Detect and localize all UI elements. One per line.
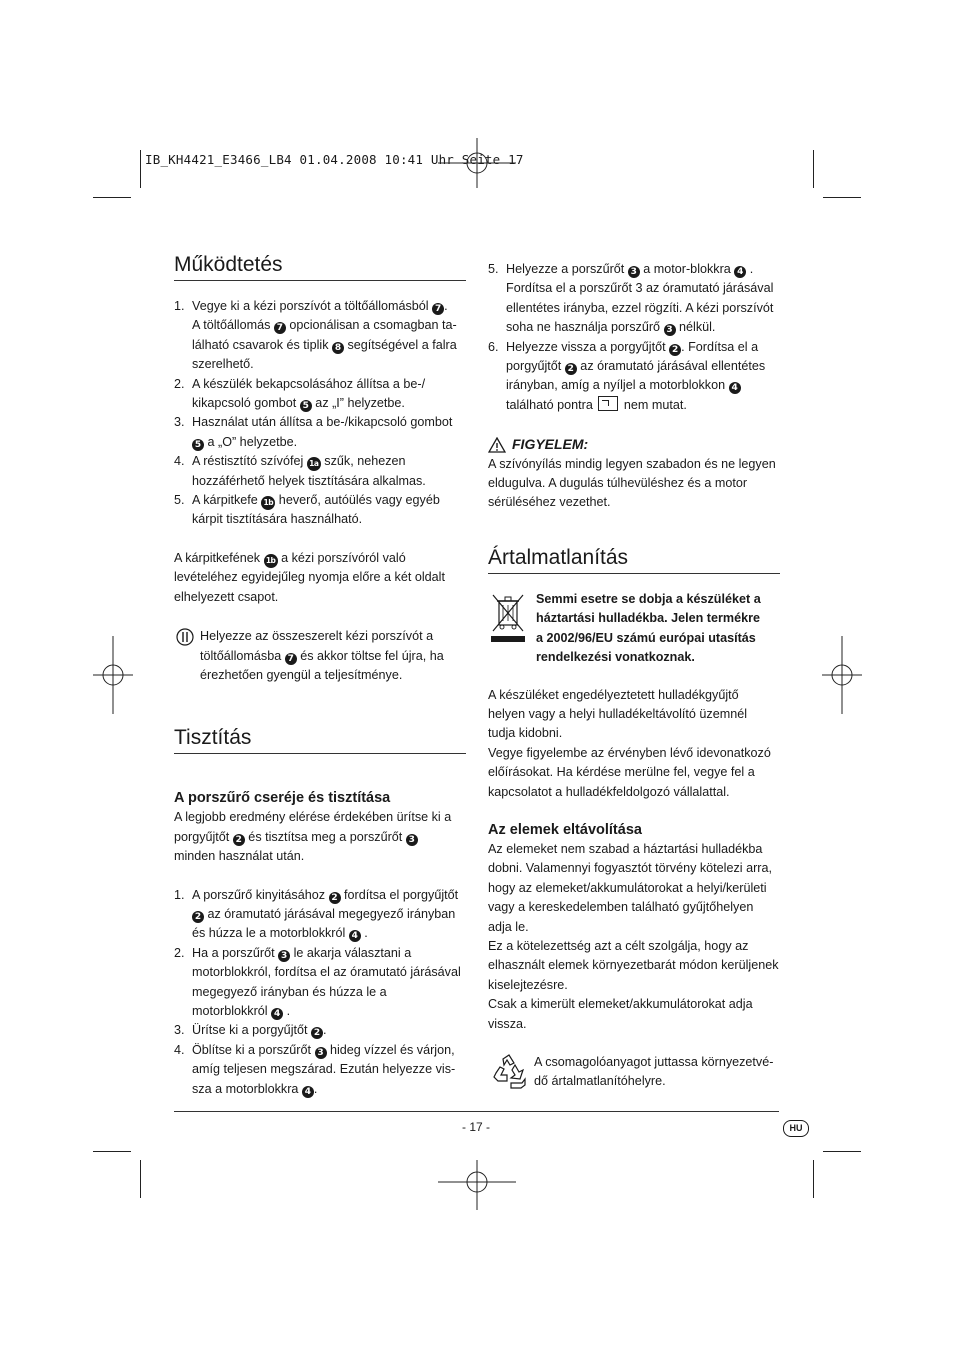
warning-text: [488, 455, 780, 513]
text-line: Csak a kimerült elemeket/akkumulátorokat adja: [488, 997, 753, 1012]
weee-notice: [488, 590, 780, 668]
callout-number-badge: 4: [349, 930, 361, 942]
warning-heading: [488, 435, 780, 454]
text-line: háztartási hulladékba. Jelen termékre: [536, 611, 760, 626]
text-line: tudja kidobni.: [488, 726, 563, 741]
registration-mark-top: [438, 138, 516, 188]
display-indicator-icon: [598, 396, 618, 411]
list-item-line: A réstisztító szívófej 1a szűk, nehezen: [192, 452, 466, 471]
list-item-line: A porszűrő kinyitásához 2 fordítsa el porgyűjtőt: [192, 887, 459, 903]
text-line: Vegye figyelembe az érvényben lévő idevonatkozó: [488, 745, 771, 760]
subsection-title-batteries: Az elemek eltávolítása: [488, 821, 642, 838]
list-item: [488, 260, 780, 338]
list-item-line: Öblítse ki a porszűrőt 3 hideg vízzel és várjon,: [192, 1042, 455, 1058]
list-item: [174, 491, 466, 530]
list-item-line: motorblokkról 4 .: [192, 1003, 291, 1019]
list-item: [174, 1021, 466, 1040]
list-item-number: 4.: [174, 1042, 185, 1057]
text-line: A készüléket engedélyeztetett hulladékgyűjtő: [488, 687, 739, 702]
reassembly-steps: [488, 260, 780, 415]
callout-number-badge: 3: [406, 834, 418, 846]
crop-mark: [813, 150, 814, 188]
footer-rule: [174, 1111, 779, 1112]
page-number: - 17 -: [461, 1120, 490, 1134]
section-heading-rule: [488, 545, 780, 574]
text-line: elhelyezett csapot.: [174, 589, 279, 604]
brush-removal-paragraph: [174, 549, 466, 607]
list-item-number: 5.: [488, 262, 499, 276]
text-line: levételéhez egyidejűleg nyomja előre a két oldalt: [174, 570, 445, 585]
info-note: [174, 627, 466, 685]
callout-number-badge: 2: [329, 892, 341, 904]
callout-number-badge: 1b: [261, 496, 275, 510]
list-item: [174, 452, 466, 491]
callout-number-badge: 4: [302, 1086, 314, 1098]
info-icon: [176, 628, 194, 646]
list-item-number: 3.: [174, 1023, 185, 1038]
list-item-line: soha ne használja porszűrő 3 nélkül.: [506, 320, 716, 336]
text-line: helyen vagy a helyi hulladékeltávolító üzemnél: [488, 706, 748, 721]
list-item-line: A töltőállomás 7 opcionálisan a csomagban ta-: [192, 318, 457, 334]
list-item-line: hozzáférhető helyek tisztítására alkalmas.: [192, 473, 426, 488]
language-badge: HU: [783, 1120, 809, 1137]
callout-number-badge: 3: [278, 950, 290, 962]
text-line: adja le.: [488, 919, 529, 934]
text-line: Az elemeket nem szabad a háztartási hulladékba: [488, 841, 763, 856]
text-line: elhasznált elemek környezetbarát módon kerüljenek: [488, 958, 779, 973]
list-item-number: 5.: [174, 493, 185, 508]
warning-block: [488, 435, 780, 513]
section-title-mukodtetes: Működtetés: [174, 253, 283, 276]
crop-mark: [93, 197, 131, 198]
list-item-line: kikapcsoló gombot 5 az „I” helyzetbe.: [192, 396, 405, 412]
subsection-title-filter: A porszűrő cseréje és tisztítása: [174, 790, 391, 807]
left-column: [174, 252, 466, 1099]
callout-number-badge: 2: [669, 344, 681, 356]
text-line: minden használat után.: [174, 849, 305, 864]
list-item-number: 2.: [174, 376, 185, 391]
list-item-line: Ürítse ki a porgyűjtőt 2 .: [192, 1023, 327, 1039]
list-item-line: megegyező irányban és húzza le a: [192, 984, 387, 999]
list-item: [488, 338, 780, 416]
text-line: előírásokat. Ha kérdése merülne fel, vegye fel a: [488, 765, 755, 780]
list-item-number: 4.: [174, 454, 185, 469]
text-line: A szívónyílás mindig legyen szabadon és ne legyen: [488, 456, 776, 471]
callout-number-badge: 1b: [264, 554, 278, 568]
callout-number-badge: 2: [311, 1027, 323, 1039]
operation-steps: [174, 297, 466, 530]
crop-mark: [93, 1151, 131, 1152]
callout-number-badge: 3: [628, 266, 640, 278]
cleaning-steps: [174, 886, 466, 1099]
callout-number-badge: 2: [565, 363, 577, 375]
batteries-paragraph: [488, 840, 780, 1034]
text-line: kapcsolatot a hulladékfeldolgozó vállalattal.: [488, 784, 730, 799]
print-slug: IB_KH4421_E3466_LB4 01.04.2008 10:41 Uhr Seite 17: [145, 152, 524, 167]
list-item-line: 5 a „O” helyzetbe.: [192, 433, 466, 452]
list-item-line: és húzza le a motorblokkról 4 .: [192, 926, 368, 942]
spacer: [174, 530, 466, 549]
list-item-number: 2.: [174, 945, 185, 960]
callout-number-badge: 3: [315, 1047, 327, 1059]
callout-number-badge: 7: [285, 653, 297, 665]
list-item-line: A készülék bekapcsolásához állítsa a be-/: [192, 376, 426, 391]
list-item-line: porgyűjtőt 2 az óramutató járásával ellentétes: [506, 359, 766, 375]
text-line: kiselejtezésre.: [488, 977, 568, 992]
callout-number-badge: 2: [192, 911, 204, 923]
list-item-line: Vegye ki a kézi porszívót a töltőállomásból 7 .: [192, 299, 448, 314]
text-line: Semmi esetre se dobja a készüléket a: [536, 591, 761, 606]
warning-title: FIGYELEM:: [512, 436, 589, 453]
registration-mark-left: [93, 636, 133, 714]
text-line: Ez a kötelezettség azt a célt szolgálja, hogy az: [488, 938, 749, 953]
list-item-number: 6.: [488, 339, 499, 354]
text-line: sérüléséhez vezethet.: [488, 495, 611, 510]
text-line: A kárpitkefének 1b a kézi porszívóról való: [174, 549, 466, 568]
list-item: [174, 944, 466, 1022]
text-line: hogy az elemeket/akkumulátorokat a helyi/kerületi: [488, 880, 767, 895]
callout-number-badge: 3: [664, 324, 676, 336]
callout-number-badge: 5: [300, 400, 312, 412]
disposal-paragraph: [488, 686, 780, 802]
crop-mark: [140, 1160, 141, 1198]
list-item-line: lálható csavarok és tiplik 8 segítségével a falra: [192, 337, 457, 353]
list-item: [174, 375, 466, 414]
list-item-line: Használat után állítsa a be-/kikapcsoló gombot: [192, 415, 453, 430]
list-item-line: motorblokkról, fordítsa el az óramutató járásával: [192, 965, 461, 980]
text-line: rendelkezési vonatkoznak.: [536, 650, 695, 665]
text-line: vagy a kereskedelemben található gyűjtőhelyen: [488, 900, 754, 915]
callout-number-badge: 4: [734, 266, 746, 278]
list-item-number: 3.: [174, 415, 185, 430]
list-item-line: sza a motorblokkra 4 .: [192, 1081, 318, 1097]
text-line: A legjobb eredmény elérése érdekében ürítse ki a: [174, 810, 452, 825]
text-line: érezhetően gyengül a teljesítménye.: [200, 667, 403, 682]
callout-number-badge: 7: [274, 322, 286, 334]
spacer: [174, 867, 466, 886]
list-item-line: 2 az óramutató járásával megegyező irányban: [192, 905, 466, 924]
crop-mark: [813, 1160, 814, 1198]
text-line: porgyűjtőt 2 és tisztítsa meg a porszűrőt 3: [174, 828, 466, 847]
crop-mark: [823, 197, 861, 198]
list-item-line: Helyezze a porszűrőt 3 a motor-blokkra 4 .: [506, 262, 754, 277]
text-line: vissza.: [488, 1016, 527, 1031]
crop-mark: [140, 150, 141, 188]
list-item-line: amíg teljesen megszárad. Ezután helyezze vis-: [192, 1062, 456, 1077]
callout-number-badge: 2: [233, 834, 245, 846]
callout-number-badge: 7: [432, 303, 444, 315]
recycle-notice: [488, 1053, 780, 1092]
cleaning-intro: [174, 808, 466, 866]
list-item: [174, 297, 466, 375]
list-item-line: irányban, amíg a nyíljel a motorblokkon 4: [506, 376, 780, 395]
list-item-line: A kárpitkefe 1b heverő, autóülés vagy egyéb: [192, 491, 466, 510]
callout-number-badge: 1a: [307, 457, 321, 471]
registration-mark-right: [822, 636, 862, 714]
text-line: Helyezze az összeszerelt kézi porszívót a: [200, 629, 434, 644]
callout-number-badge: 5: [192, 439, 204, 451]
right-column: [488, 260, 780, 1092]
spacer: [174, 770, 466, 788]
recycle-notice-text: [534, 1053, 780, 1092]
callout-number-badge: 4: [271, 1008, 283, 1020]
list-item: [174, 1041, 466, 1099]
list-item: [174, 886, 466, 944]
info-note-text: [200, 627, 466, 685]
section-title-artalmatlanitas: Ártalmatlanítás: [488, 545, 629, 569]
registration-mark-bottom: [438, 1160, 516, 1210]
text-line: dobni. Valamennyi fogyasztót törvény kötelezi arra,: [488, 861, 772, 876]
weee-notice-text: [536, 590, 780, 668]
list-item-line: Fordítsa el a porszűrőt 3 az óramutató járásával: [506, 281, 774, 296]
list-item-line: szerelhető.: [192, 357, 254, 372]
list-item-line: Helyezze vissza a porgyűjtőt 2 . Fordítsa el a: [506, 339, 759, 355]
list-item-line: kárpit tisztítására használható.: [192, 512, 363, 527]
section-heading-rule: [174, 252, 466, 281]
callout-number-badge: 4: [729, 382, 741, 394]
warning-triangle-icon: [488, 437, 506, 453]
recycle-icon: [490, 1053, 528, 1091]
list-item-line: található pontra nem mutat.: [506, 397, 687, 412]
text-line: eldugulva. A dugulás túlhevüléshez és a motor: [488, 476, 748, 491]
text-line: dő ártalmatlanítóhelyre.: [534, 1074, 666, 1089]
list-item-line: ellentétes irányba, ezzel rögzíti. A kézi porszívót: [506, 300, 774, 315]
text-line: töltőállomásba 7 és akkor töltse fel újra, ha: [200, 648, 444, 664]
text-line: A csomagolóanyagot juttassa környezetvé-: [534, 1055, 774, 1069]
section-heading-rule: [174, 725, 466, 754]
text-line: a 2002/96/EU számú európai utasítás: [536, 630, 756, 645]
crop-mark: [823, 1151, 861, 1152]
callout-number-badge: 8: [332, 342, 344, 354]
list-item-line: Ha a porszűrőt 3 le akarja választani a: [192, 945, 412, 961]
list-item-number: 1.: [174, 299, 185, 313]
crossed-bin-icon: [490, 594, 526, 644]
list-item-number: 1.: [174, 887, 185, 902]
section-title-tisztitas: Tisztítás: [174, 726, 252, 750]
list-item: [174, 413, 466, 452]
